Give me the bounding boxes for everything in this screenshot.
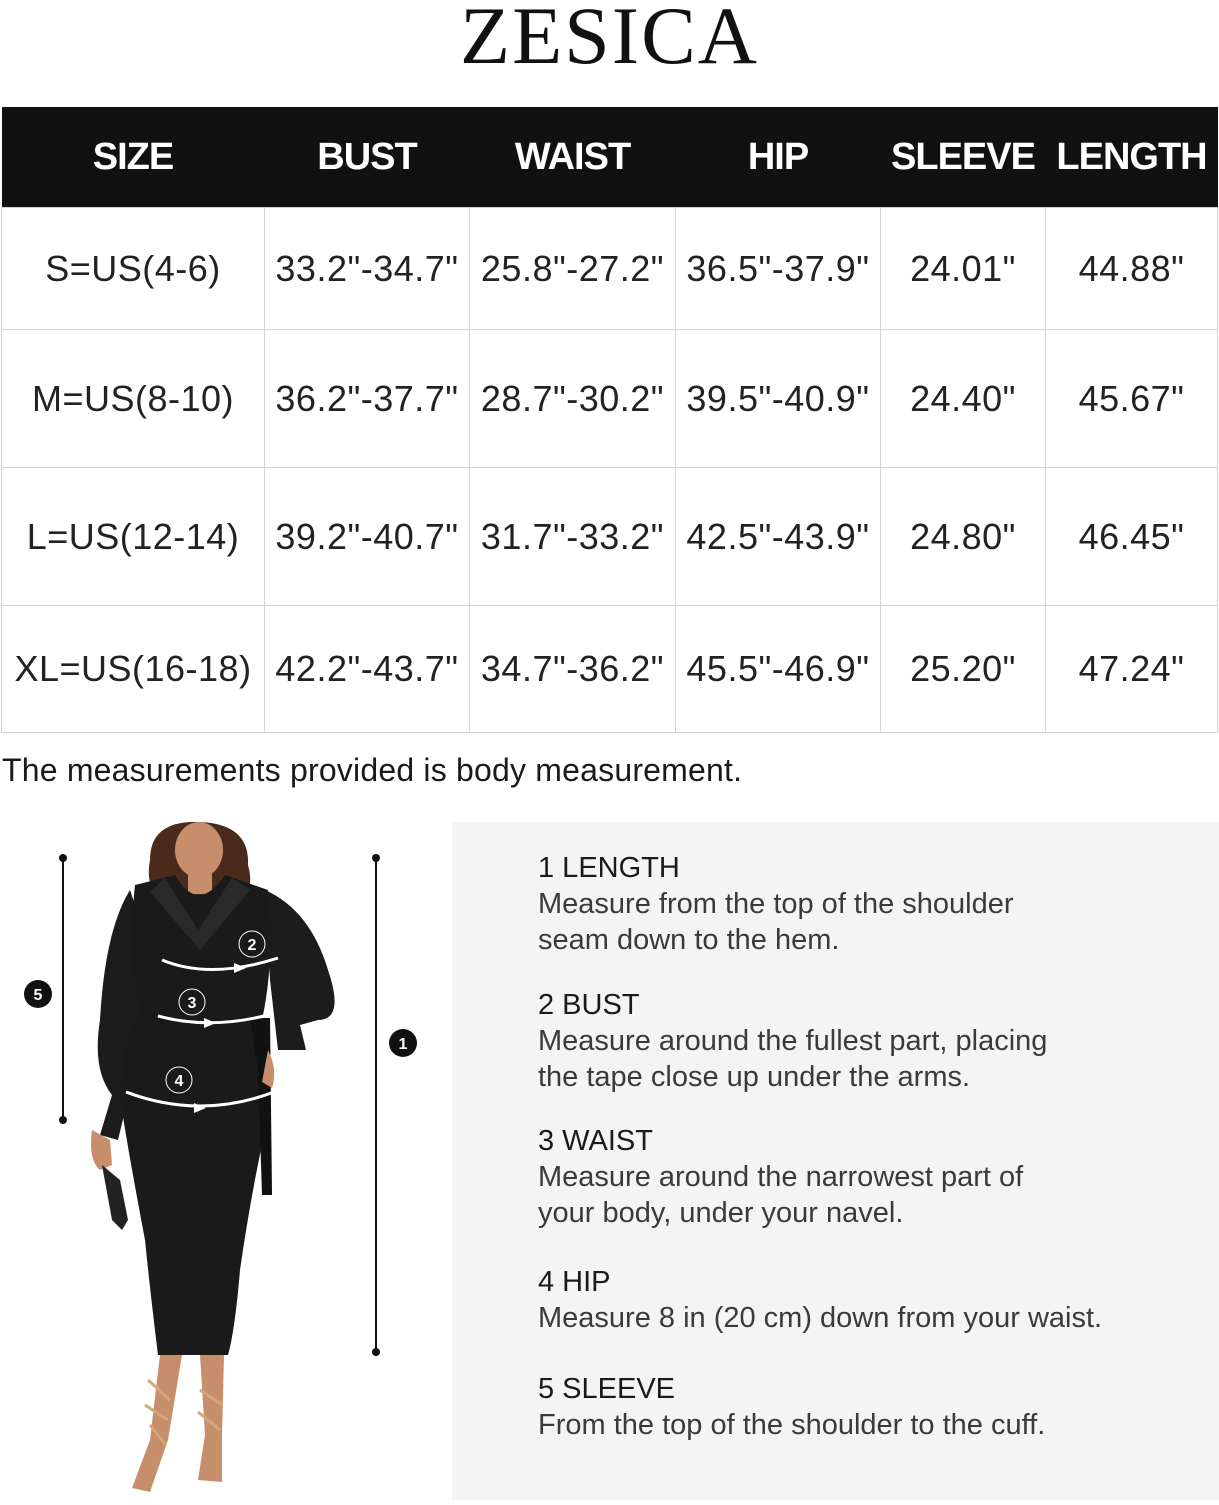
sleeve-measure-top-dot [59,854,67,862]
marker-3-label: 3 [187,995,197,1012]
cell-waist: 34.7"-36.2" [470,606,676,733]
instruction-bust [538,987,1178,1095]
marker-4 [166,1067,192,1093]
marker-3 [179,989,205,1015]
cell-length: 46.45" [1046,468,1218,606]
cell-size: XL=US(16-18) [2,606,265,733]
marker-1 [389,1029,417,1057]
cell-hip: 42.5"-43.9" [676,468,881,606]
instruction-title: 2 BUST [538,989,640,1021]
instruction-title: 4 HIP [538,1266,611,1298]
right-sleeve-shape [265,890,335,1050]
cell-bust: 33.2"-34.7" [265,208,470,330]
instruction-text: Measure around the fullest part, placing [538,1025,1048,1057]
cell-length: 44.88" [1046,208,1218,330]
sleeve-measure-bottom-dot [59,1116,67,1124]
model-illustration [0,820,450,1500]
cell-sleeve: 24.80" [881,468,1046,606]
cell-length: 47.24" [1046,606,1218,733]
marker-5 [24,980,52,1008]
marker-1-label: 1 [398,1036,408,1053]
instruction-title: 1 LENGTH [538,852,680,884]
cell-size: S=US(4-6) [2,208,265,330]
instruction-sleeve [538,1371,1178,1443]
sunglasses-shape [102,1165,128,1230]
cell-waist: 25.8"-27.2" [470,208,676,330]
face-shape [175,822,223,878]
instruction-text: Measure 8 in (20 cm) down from your waist. [538,1302,1103,1334]
instruction-length [538,850,1178,958]
header-size: SIZE [2,107,265,208]
length-measure-bottom-dot [372,1348,380,1356]
right-leg-shape [198,1355,224,1482]
instruction-title: 5 SLEEVE [538,1373,676,1405]
header-bust: BUST [265,107,470,208]
instruction-text: seam down to the hem. [538,924,840,956]
instruction-text: Measure from the top of the shoulder [538,888,1014,920]
measurement-instructions-panel [452,822,1219,1500]
cell-sleeve: 24.01" [881,208,1046,330]
instruction-waist [538,1123,1178,1231]
brand-logo: ZESICA [460,0,759,81]
instruction-text: your body, under your navel. [538,1197,904,1229]
instruction-hip [538,1264,1178,1336]
table-row [2,606,1218,733]
marker-2 [239,931,265,957]
table-row [2,208,1218,330]
neck-shape [188,872,212,894]
instruction-text: Measure around the narrowest part of [538,1161,1024,1193]
table-row [2,468,1218,606]
cell-bust: 36.2"-37.7" [265,330,470,468]
cell-hip: 45.5"-46.9" [676,606,881,733]
header-hip: HIP [676,107,881,208]
header-length: LENGTH [1046,107,1218,208]
measurement-note: The measurements provided is body measurement. [2,752,743,788]
instruction-text: From the top of the shoulder to the cuff. [538,1409,1046,1441]
table-header-row [2,107,1218,208]
table-row [2,330,1218,468]
cell-waist: 28.7"-30.2" [470,330,676,468]
size-chart-table [1,107,1218,733]
header-waist: WAIST [470,107,676,208]
cell-hip: 39.5"-40.9" [676,330,881,468]
instruction-title: 3 WAIST [538,1125,653,1157]
cell-sleeve: 25.20" [881,606,1046,733]
length-measure-top-dot [372,854,380,862]
cell-waist: 31.7"-33.2" [470,468,676,606]
header-sleeve: SLEEVE [881,107,1046,208]
model-measurement-figure [0,820,450,1500]
marker-2-label: 2 [247,937,257,954]
marker-4-label: 4 [174,1073,184,1090]
cell-sleeve: 24.40" [881,330,1046,468]
cell-size: L=US(12-14) [2,468,265,606]
cell-hip: 36.5"-37.9" [676,208,881,330]
cell-size: M=US(8-10) [2,330,265,468]
left-leg-shape [132,1355,182,1492]
cell-bust: 42.2"-43.7" [265,606,470,733]
marker-5-label: 5 [33,987,43,1004]
cell-length: 45.67" [1046,330,1218,468]
instruction-text: the tape close up under the arms. [538,1061,971,1093]
cell-bust: 39.2"-40.7" [265,468,470,606]
